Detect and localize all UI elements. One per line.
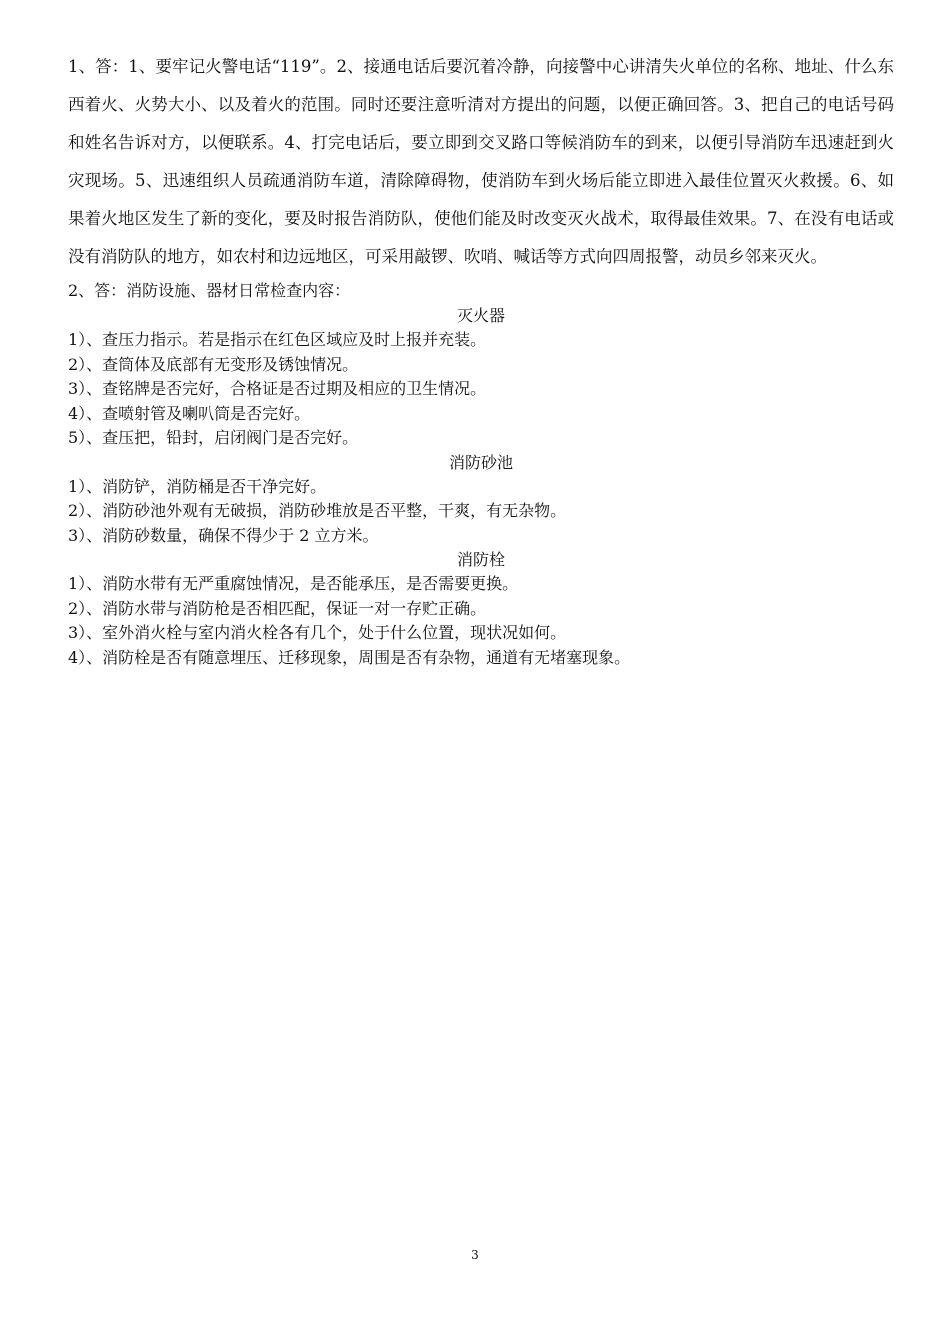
list-item: 2）、消防砂池外观有无破损，消防砂堆放是否平整，干爽，有无杂物。 bbox=[68, 501, 567, 520]
page-number: 3 bbox=[471, 1248, 479, 1262]
list-item: 3）、消防砂数量，确保不得少于 2 立方米。 bbox=[68, 525, 379, 545]
list-item: 1）、消防水带有无严重腐蚀情况，是否能承压，是否需要更换。 bbox=[68, 574, 519, 593]
section-fire-extinguisher bbox=[68, 304, 894, 451]
list-item: 4）、消防栓是否有随意埋压、迁移现象，周围是否有杂物，通道有无堵塞现象。 bbox=[68, 647, 631, 667]
section-sand-pool bbox=[68, 451, 894, 549]
answer-1-paragraph: 1、答：1、要牢记火警电话“119”。2、接通电话后要沉着冷静，向接警中心讲清失火单位的名称、地址、什么东西着火、火势大小、以及着火的范围。同时还要注意听清对方提出的问题，以便正确回答。3、把自己的电话号码和姓名告诉对方，以便联系。4、打完电话后，要立即到交叉路口等候消防车的到来，以便引导消防车迅速赶到火灾现场。5、迅速组织人员疏通消防车道，清除障碍物，使消防车到火场后能立即进入最佳位置灭火救援。6、如果着火地区发生了新的变化，要及时报告消防队，使他们能及时改变灭火战术，取得最佳效果。7、在没有电话或没有消防队的地方，如农村和边远地区，可采用敲锣、吹哨、喊话等方式向四周报警，动员乡邻来灭火。 bbox=[68, 57, 894, 266]
list-item: 5）、查压把，铅封，启闭阀门是否完好。 bbox=[68, 428, 359, 447]
list-item: 1）、查压力指示。若是指示在红色区域应及时上报并充装。 bbox=[68, 330, 487, 349]
list-item: 4）、查喷射管及喇叭筒是否完好。 bbox=[68, 403, 311, 423]
section-hydrant bbox=[68, 548, 894, 670]
list-item: 2）、消防水带与消防枪是否相匹配，保证一对一存贮正确。 bbox=[68, 598, 487, 618]
list-item: 3）、室外消火栓与室内消火栓各有几个，处于什么位置，现状况如何。 bbox=[68, 623, 567, 642]
section-title: 消防砂池 bbox=[448, 452, 513, 472]
section-title: 消防栓 bbox=[456, 550, 505, 569]
list-item: 3）、查铭牌是否完好，合格证是否过期及相应的卫生情况。 bbox=[68, 379, 487, 398]
section-title: 灭火器 bbox=[456, 306, 505, 325]
list-item: 2）、查筒体及底部有无变形及锈蚀情况。 bbox=[68, 354, 359, 374]
list-item: 1）、消防铲，消防桶是否干净完好。 bbox=[68, 476, 327, 496]
answer-2-heading: 2、答：消防设施、器材日常检查内容： bbox=[68, 281, 351, 300]
document-body bbox=[68, 48, 894, 670]
